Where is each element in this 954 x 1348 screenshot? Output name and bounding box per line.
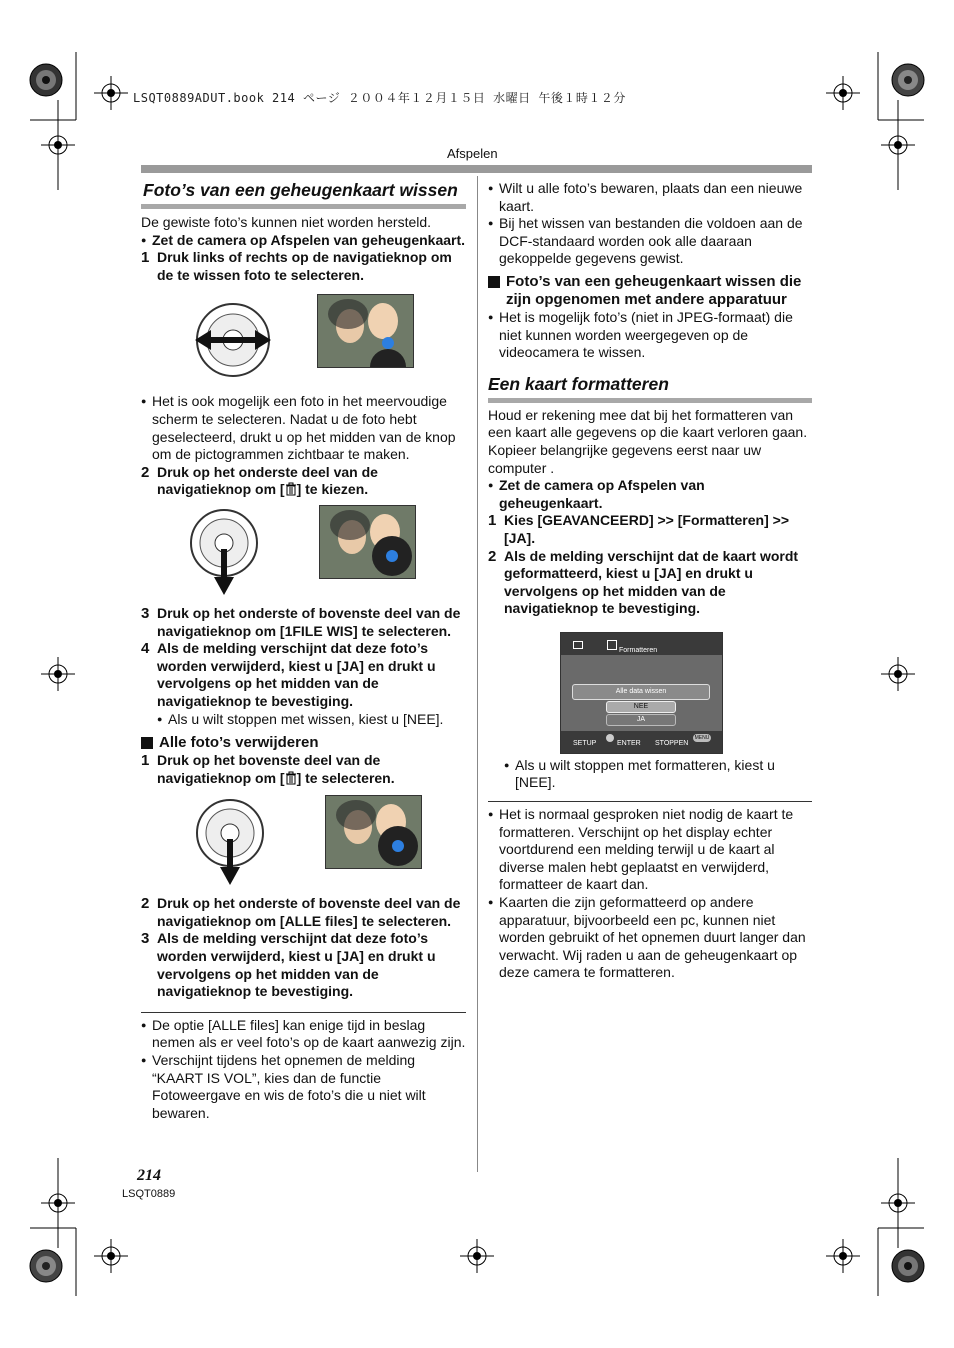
step-4-note [157,711,466,729]
note-text: Het is normaal gesproken niet nodig de kaart te formatteren. Verschijnt op het display echter voortdurend een melding terwijl u de kaart al diverse malen hebt geplaatst en verwijderd, formatteer de kaart dan. [499,806,794,893]
figure-3 [141,795,466,891]
note-text: Wilt u alle foto’s bewaren, plaats dan een nieuwe kaart. [499,180,803,214]
step-4-note-text: Als u wilt stoppen met wissen, kiest u [NEE]. [168,710,444,727]
intro-text: Houd er rekening mee dat bij het formatteren van een kaart alle gegevens op die kaart verloren gaan. Kopieer belangrijke gegevens eerst naar uw computer . [488,406,808,476]
crosshair-icon [94,1239,128,1273]
step-2-note [504,757,812,792]
step-4-text: Als de melding verschijnt dat deze foto’s worden verwijderd, kiest u [JA] en drukt u vervolgens op het midden van de navigatieknop te bevestiging. [157,640,436,709]
crosshair-icon [881,128,915,162]
lcd-enter-label: ENTER [617,739,641,747]
square-bullet-icon [141,737,153,749]
lcd-setup-label: SETUP [573,739,597,747]
divider-rule [141,1012,466,1013]
joystick-icon [606,734,614,742]
step-a1: 1 Druk op het bovenste deel van de navigatieknop om [ ] te selecteren. [141,752,395,786]
camera-icon [573,641,583,649]
trash-icon [285,771,297,785]
nav-button-left-right-icon [193,300,273,380]
crosshair-icon [881,1186,915,1220]
lcd-yes-option[interactable]: JA [606,714,676,726]
prep-item [488,477,812,512]
left-column [141,180,466,1122]
figure-1 [141,294,466,388]
note-text: De optie [ALLE files] kan enige tijd in beslag nemen als er veel foto’s op de kaart aanwezig zijn. [152,1016,466,1051]
step-2-note-text: Als u wilt stoppen met formatteren, kiest u [NEE]. [515,756,775,791]
step-a1-text-b: ] te selecteren. [296,769,395,786]
step-2-text: Als de melding verschijnt dat de kaart wordt geformatteerd, kiest u [JA] en drukt u vervolgens op het midden van de navigatieknop te bevestiging. [504,547,799,617]
title-bar [488,398,812,403]
note-text: Bij het wissen van bestanden die voldoen aan de DCF-standaard worden ook alle daaraan gekoppelde gegevens gewist. [499,215,803,267]
step-a3-text: Als de melding verschijnt dat deze foto’s worden verwijderd, kiest u [JA] en drukt u vervolgens op het midden van de navigatieknop te bevestiging. [157,930,436,1000]
step-1: 1 Druk links of rechts op de navigatieknop om de te wissen foto te selecteren. [141,249,452,283]
section-title: Foto’s van een geheugenkaart wissen [143,180,458,200]
crosshair-icon [41,128,75,162]
note-text: Kaarten die zijn geformatteerd op andere apparatuur, bijvoorbeeld een pc, kunnen niet worden gebruikt of het opnemen duurt langer dan verwacht. Wij raden u aan de geheugenkaart op deze camera te formatteren. [499,894,806,981]
color-wheel-icon [28,62,64,98]
note-item [141,1052,466,1122]
photo-thumbnail [319,505,416,579]
lcd-stop-label: STOPPEN [655,739,689,747]
note-item [488,180,812,215]
figure-2 [141,505,466,601]
lcd-screen [560,632,723,754]
crosshair-icon [94,76,128,110]
step-a3: 3 Als de melding verschijnt dat deze foto’s worden verwijderd, kiest u [JA] en drukt u vervolgens op het midden van de navigatieknop te bevestiging. [141,930,436,1000]
nav-button-down-icon [195,797,265,885]
lcd-no-option[interactable]: NEE [606,701,676,713]
menu-button-icon: MENU [694,734,710,741]
nav-button-down-icon [189,507,259,595]
prep-text: Zet de camera op Afspelen van geheugenkaart. [152,231,466,248]
step-1-text: Kies [GEAVANCEERD] >> [Formatteren] >> [JA]. [504,512,789,546]
divider-rule [488,801,812,802]
color-wheel-icon [890,62,926,98]
page-number: 214 [137,1167,161,1184]
photo-thumbnail [325,795,422,869]
subsection-title: Alle foto’s verwijderen [159,734,319,752]
note-item [488,894,812,982]
step-1-text: Druk links of rechts op de navigatieknop om de te wissen foto te selecteren. [157,249,452,283]
step-4: 4 Als de melding verschijnt dat deze foto’s worden verwijderd, kiest u [JA] en drukt u vervolgens op het midden van de navigatieknop te bevestiging. [141,640,436,709]
prep-item [141,232,466,250]
prep-text: Zet de camera op Afspelen van geheugenkaart. [499,477,705,511]
trash-icon [285,482,297,496]
note-text: Verschijnt tijdens het opnemen de melding “KAART IS VOL”, kies dan de functie Fotoweergave en wis de foto’s die u niet wilt bewaren. [152,1052,426,1121]
note-item [141,1017,466,1052]
title-bar [141,204,466,209]
step-a2: 2 Druk op het onderste of bovenste deel van de navigatieknop om [ALLE files] te selecteren. [141,895,461,929]
step-2-text-b: ] te kiezen. [296,481,369,498]
step-1: 1 Kies [GEAVANCEERD] >> [Formatteren] >> [JA]. [488,512,789,546]
file-info-line: LSQT0889ADUT.book 214 ページ ２００４年１２月１５日 水曜日 午後１時１２分 [133,91,626,105]
note-item [488,215,812,268]
step-2-text-a: Druk op het onderste deel van de navigatieknop om [ [157,463,378,498]
crosshair-icon [826,76,860,110]
crosshair-icon [826,1239,860,1273]
subsection-title: Foto’s van een geheugenkaart wissen die zijn opgenomen met andere apparatuur [506,272,802,308]
step-a1-text-a: Druk op het bovenste deel van de navigatieknop om [ [157,752,381,786]
subsection-heading [141,734,466,752]
crosshair-icon [41,657,75,691]
subsection-heading [488,273,812,309]
lcd-figure [488,632,812,754]
crosshair-icon [41,1186,75,1220]
step-3-text: Druk op het onderste of bovenste deel van de navigatieknop om [1FILE WIS] te selecteren. [157,604,461,639]
step-3: 3 Druk op het onderste of bovenste deel van de navigatieknop om [1FILE WIS] te selecteren. [141,604,461,639]
color-wheel-icon [890,1248,926,1284]
note-item [141,393,466,463]
top-bar [141,165,812,173]
intro-text: De gewiste foto’s kunnen niet worden hersteld. [141,214,432,230]
crosshair-icon [460,1239,494,1273]
format-icon [607,640,617,650]
right-column [488,180,812,982]
note-item [488,806,812,894]
step-2: 2 Druk op het onderste deel van de navigatieknop om [ ] te kiezen. [141,463,378,498]
section-title: Een kaart formatteren [488,373,669,394]
note-item [488,309,812,362]
column-divider [477,176,478,1172]
step-2: 2 Als de melding verschijnt dat de kaart wordt geformatteerd, kiest u [JA] en drukt u vervolgens op het midden van de navigatieknop te bevestiging. [488,547,799,617]
color-wheel-icon [28,1248,64,1284]
photo-thumbnail [317,294,414,368]
square-bullet-icon [488,276,500,288]
note-text: Het is mogelijk foto’s (niet in JPEG-formaat) die niet kunnen worden weergegeven op de videocamera te wissen. [499,308,793,361]
lcd-title: Formatteren [619,646,658,654]
lcd-message: Alle data wissen [572,684,710,700]
crosshair-icon [881,657,915,691]
document-code: LSQT0889 [122,1188,176,1200]
step-a2-text: Druk op het onderste of bovenste deel van de navigatieknop om [ALLE files] te selecteren. [157,895,461,929]
section-label: Afspelen [447,146,498,161]
note-1-text: Het is ook mogelijk een foto in het meervoudige scherm te selecteren. Nadat u de foto hebt geselecteerd, drukt u op het midden van de knop om de pictogrammen zichtbaar te maken. [152,393,456,463]
